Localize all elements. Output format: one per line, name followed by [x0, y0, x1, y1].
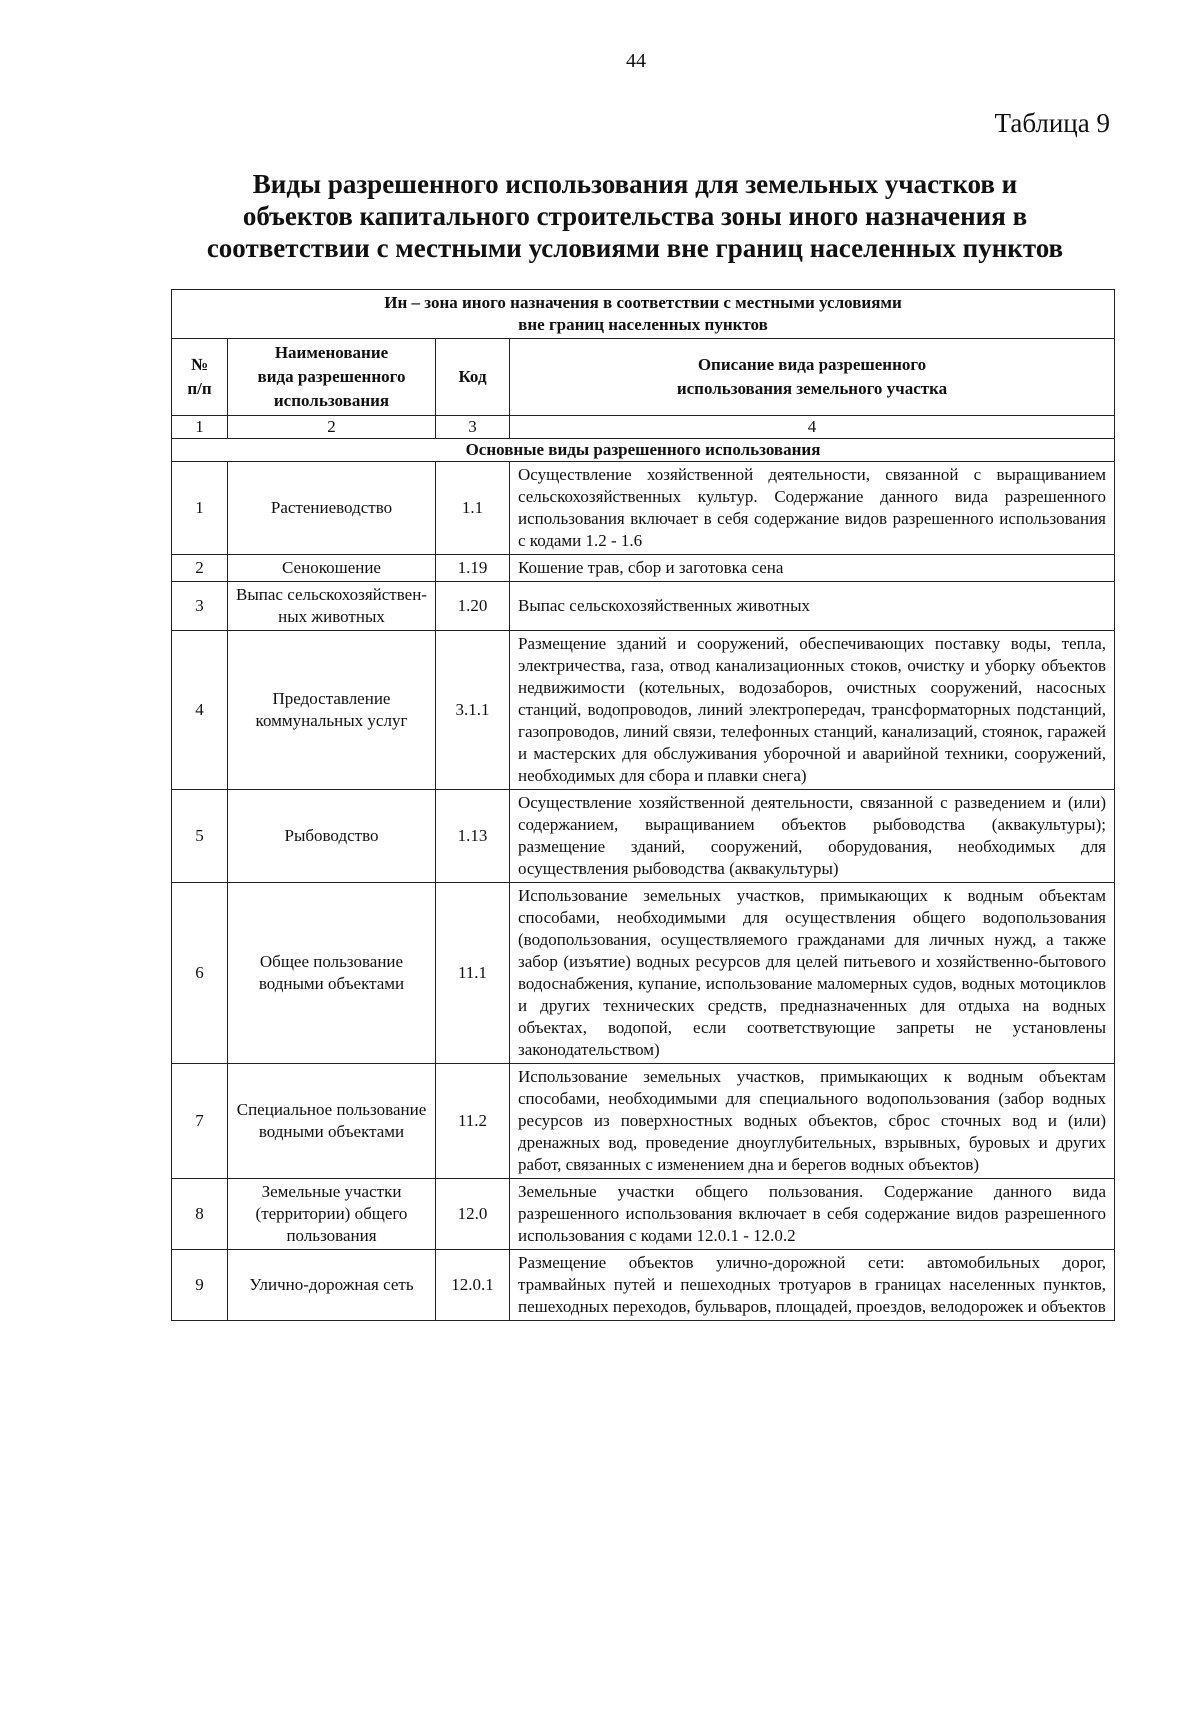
row-code: 1.1	[436, 462, 510, 555]
row-num: 4	[172, 631, 228, 790]
table-row	[172, 462, 1115, 555]
row-code: 11.1	[436, 883, 510, 1064]
table-row	[172, 631, 1115, 790]
section-row	[172, 439, 1115, 462]
row-desc: Кошение трав, сбор и заготовка сена	[510, 555, 1115, 582]
zone-header-line: вне границ населенных пунктов	[518, 315, 768, 334]
table-row	[172, 1179, 1115, 1250]
column-number: 1	[172, 416, 228, 439]
row-desc: Размещение зданий и сооружений, обеспечивающих поставку воды, тепла, электричества, газа, отвод канализационных стоков, очистку и уборку объектов недвижимости (котельных, водозаборов, очистных сооружений, насосных станций, водопроводов, линий электропередач, трансформаторных подстанций, газопроводов, линий связи, телефонных станций, канализаций, стоянок, гаражей и мастерских для обслуживания уборочной и аварийной техники, сооружений, необходимых для сбора и плавки снега)	[510, 631, 1115, 790]
zone-header-line: Ин – зона иного назначения в соответствии с местными условиями	[384, 293, 902, 312]
row-code: 12.0.1	[436, 1250, 510, 1321]
table-row	[172, 790, 1115, 883]
row-code: 1.20	[436, 582, 510, 631]
table-body	[172, 290, 1115, 1321]
section-title: Основные виды разрешенного использования	[172, 439, 1115, 462]
row-desc: Использование земельных участков, примыкающих к водным объектам способами, необходимыми для осуществления общего водопользования (водопользования, осуществляемого гражданами для личных нужд, а также забор (изъятие) водных ресурсов для целей питьевого и хозяйственно-бытового водоснабжения, купание, использование маломерных судов, водных мотоциклов и других технических средств, предназначенных для отдыха на водных объектах, водопой, если соответствующие запреты не установлены законодательством)	[510, 883, 1115, 1064]
column-number: 4	[510, 416, 1115, 439]
row-num: 2	[172, 555, 228, 582]
column-number: 2	[228, 416, 436, 439]
row-name: Сенокошение	[228, 555, 436, 582]
row-desc: Осуществление хозяйственной деятельности, связанной с разведением и (или) содержанием, выращиванием объектов рыбоводства (аквакультуры); размещение зданий, сооружений, оборудования, необходимых для осуществления рыбоводства (аквакультуры)	[510, 790, 1115, 883]
column-number: 3	[436, 416, 510, 439]
row-name: Растениеводство	[228, 462, 436, 555]
header-desc	[510, 339, 1115, 416]
zone-header-row	[172, 290, 1115, 339]
header-num	[172, 339, 228, 416]
row-name: Общее пользование водными объектами	[228, 883, 436, 1064]
row-code: 11.2	[436, 1064, 510, 1179]
row-name: Земельные участки (территории) общего пользования	[228, 1179, 436, 1250]
row-num: 9	[172, 1250, 228, 1321]
row-num: 1	[172, 462, 228, 555]
row-name: Улично-дорожная сеть	[228, 1250, 436, 1321]
header-name-line: Наименование	[274, 343, 389, 362]
row-desc: Земельные участки общего пользования. Содержание данного вида разрешенного использования включает в себя содержание видов разрешенного использования с кодами 12.0.1 - 12.0.2	[510, 1179, 1115, 1250]
row-name: Рыбоводство	[228, 790, 436, 883]
row-code: 12.0	[436, 1179, 510, 1250]
header-num-line: п/п	[187, 379, 212, 398]
table-row	[172, 1064, 1115, 1179]
row-name: Специальное пользование водными объектами	[228, 1064, 436, 1179]
header-num-line: №	[190, 355, 209, 374]
header-name	[228, 339, 436, 416]
row-desc: Использование земельных участков, примыкающих к водным объектам способами, необходимыми для специального водопользования (забор водных ресурсов из поверхностных водных объектов, сброс сточных вод и (или) дренажных вод, проведение дноуглубительных, взрывных, буровых и других работ, связанных с изменением дна и берегов водных объектов)	[510, 1064, 1115, 1179]
zone-header-cell	[172, 290, 1115, 339]
row-code: 1.19	[436, 555, 510, 582]
row-code: 1.13	[436, 790, 510, 883]
row-desc: Осуществление хозяйственной деятельности, связанной с выращиванием сельскохозяйственных культур. Содержание данного вида разрешенного использования включает в себя содержание видов разрешенного использования с кодами 1.2 - 1.6	[510, 462, 1115, 555]
table-row	[172, 555, 1115, 582]
row-desc: Выпас сельскохозяйственных животных	[510, 582, 1115, 631]
header-desc-line: использования земельного участка	[676, 379, 948, 398]
row-num: 8	[172, 1179, 228, 1250]
land-use-table	[171, 289, 1115, 1321]
title-line: соответствии с местными условиями вне границ населенных пунктов	[206, 233, 1064, 263]
row-num: 3	[172, 582, 228, 631]
row-desc: Размещение объектов улично-дорожной сети: автомобильных дорог, трамвайных путей и пешеходных тротуаров в границах населенных пунктов, пешеходных переходов, бульваров, площадей, проездов, велодорожек и объектов	[510, 1250, 1115, 1321]
row-name: Выпас сельскохозяйствен-ных животных	[228, 582, 436, 631]
row-code: 3.1.1	[436, 631, 510, 790]
table-row	[172, 1250, 1115, 1321]
document-title	[150, 168, 1120, 264]
table-row	[172, 582, 1115, 631]
table-label: Таблица 9	[994, 108, 1110, 138]
header-name-line: использования	[273, 391, 390, 410]
row-num: 7	[172, 1064, 228, 1179]
header-name-line: вида разрешенного	[257, 367, 406, 386]
row-num: 5	[172, 790, 228, 883]
column-number-row	[172, 416, 1115, 439]
title-line: объектов капитального строительства зоны иного назначения в	[242, 201, 1028, 231]
header-desc-line: Описание вида разрешенного	[697, 355, 927, 374]
column-header-row	[172, 339, 1115, 416]
row-name: Предоставление коммунальных услуг	[228, 631, 436, 790]
table-row	[172, 883, 1115, 1064]
page-number: 44	[626, 50, 646, 72]
header-code: Код	[436, 339, 510, 416]
title-line: Виды разрешенного использования для земельных участков и	[252, 169, 1018, 199]
row-num: 6	[172, 883, 228, 1064]
